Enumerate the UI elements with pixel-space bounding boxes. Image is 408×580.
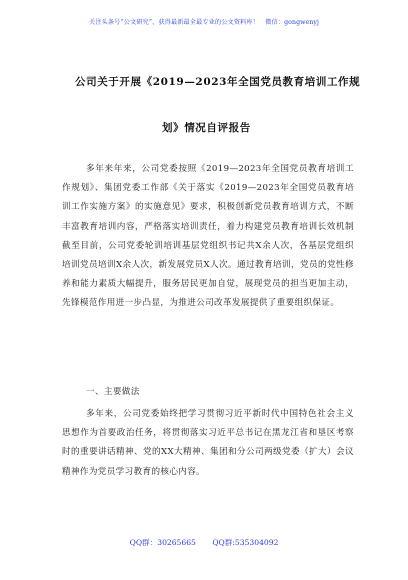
paragraph-2-text: 多年来，公司党委始终把学习贯彻习近平新时代中国特色社会主义思想作为首要政治任务，将贯彻落实习近平总书记在黑龙江省和垦区考察时的重要讲话精神、党的XX大精神、集团和分公司两级党委（扩大）会议精神作为党员学习教育的核心内容。 bbox=[62, 409, 354, 477]
footer-qq-1: QQ群：30265665 bbox=[129, 538, 196, 547]
top-banner: 关注头条号“公文研究”，获得最新最全最专业的公文资料库！ 微信：gongwenyj bbox=[88, 19, 320, 26]
document-title-line-1: 公司关于开展《2019—2023年全国党员教育培训工作规 bbox=[75, 76, 361, 88]
paragraph-2 bbox=[62, 405, 354, 482]
footer-qq-2: QQ群:535304092 bbox=[212, 538, 279, 547]
document-title-line-2: 划》情况自评报告 bbox=[162, 122, 251, 134]
paragraph-1-text: 多年来年来，公司党委按照《2019—2023年全国党员教育培训工作规划》、集团党委工作部《关于落实《2019—2023年全国党员教育培训工作实施方案》的实施意见》要求，积极创新党员教育培训方式，不断丰富教育培训内容，严格落实培训责任，着力构建党员教育培训长效机制截至目前，公司党委轮训培训基层党组织书记共X余人次，各基层党组织培训党员培训X余人次，新发展党员X人次。通过教育培训，党员的党性修养和能力素质大幅提升，服务居民更加自觉，展现党员的担当更加主动，先锋模范作用进一步凸显，为推进公司改革发展提供了重要组织保证。 bbox=[62, 164, 354, 309]
footer bbox=[0, 537, 408, 548]
paragraph-1 bbox=[62, 160, 354, 314]
section-heading-1: 一、主要做法 bbox=[86, 387, 140, 397]
